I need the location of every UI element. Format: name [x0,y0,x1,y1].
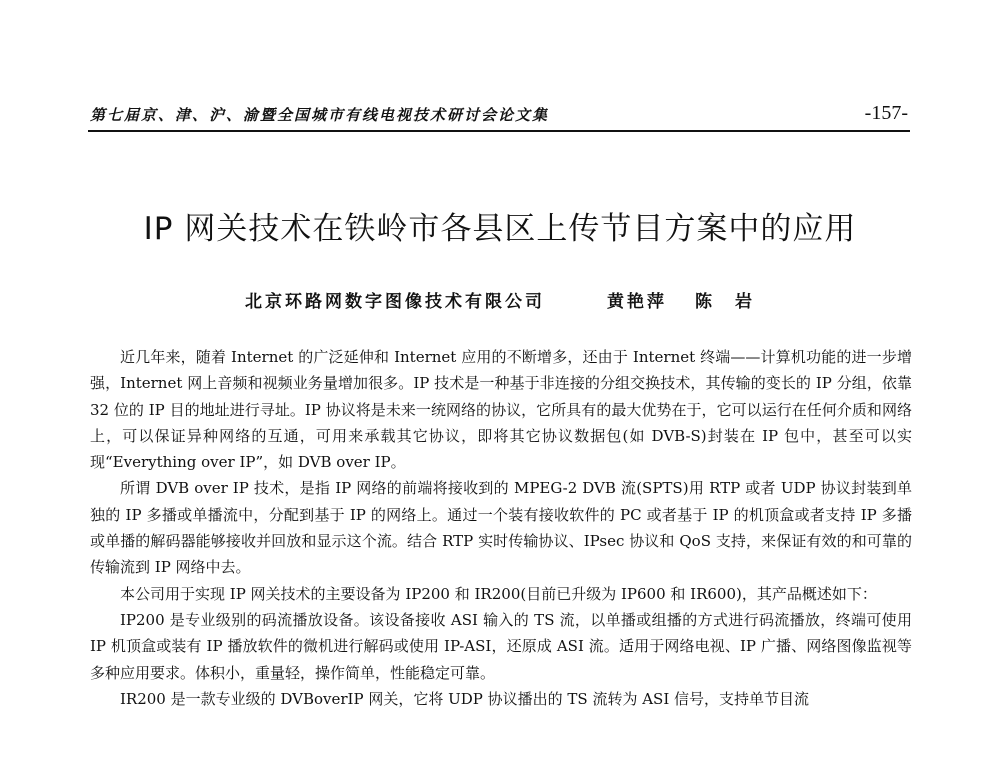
article-title: IP 网关技术在铁岭市各县区上传节目方案中的应用 [143,211,857,247]
author: 黄艳萍 [607,292,667,312]
author-list [579,287,755,312]
paragraph: 所谓 DVB over IP 技术，是指 IP 网络的前端将接收到的 MPEG-2 DVB 流(SPTS)用 RTP 或者 UDP 协议封装到单独的 IP 多播或单播流中，分配到基于 IP 的网络上。通过一个装有接收软件的 PC 或者基于 IP 的机顶盒或者支持 IP 多播或单播的解码器能够接收并回放和显示这个流。结合 RTP 实时传输协议、IPsec 协议和 QoS 支持，来保证有效的和可靠的传输流到 IP 网络中去。 [90,479,912,577]
byline [0,287,1000,312]
journal-name: 第七届京、津、沪、渝暨全国城市有线电视技术研讨会论文集 [90,106,550,124]
paragraph: IP200 是专业级别的码流播放设备。该设备接收 ASI 输入的 TS 流，以单播或组播的方式进行码流播放，终端可使用 IP 机顶盒或装有 IP 播放软件的微机进行解码或使用 IP-ASI，还原成 ASI 流。适用于网络电视、IP 广播、网络图像监视等多种应用要求。体积小，重量轻，操作简单，性能稳定可靠。 [90,610,912,682]
paragraph: IR200 是一款专业级的 DVBoverIP 网关，它将 UDP 协议播出的 TS 流转为 ASI 信号，支持单节目流 [120,689,810,708]
page-number: -157- [864,102,908,124]
running-header [88,100,910,132]
paragraph: 近几年来，随着 Internet 的广泛延伸和 Internet 应用的不断增多，还由于 Internet 终端——计算机功能的进一步增强，Internet 网上音频和视频业务量增加很多。IP 技术是一种基于非连接的分组交换技术，其传输的变长的 IP 分组，依靠 32 位的 IP 目的地址进行寻址。IP 协议将是未来一统网络的协议，它所具有的最大优势在于，它可以运行在任何介质和网络上，可以保证异种网络的互通，可用来承载其它协议，即将其它协议数据包(如 DVB-S)封装在 IP 包中，甚至可以实现“Everything over IP”，如 DVB over IP。 [90,348,912,472]
author: 陈 岩 [695,292,755,312]
article-body [90,344,912,712]
organization: 北京环路网数字图像技术有限公司 [245,292,545,312]
paragraph: 本公司用于实现 IP 网关技术的主要设备为 IP200 和 IR200(目前已升级为 IP600 和 IR600)，其产品概述如下： [120,584,877,603]
